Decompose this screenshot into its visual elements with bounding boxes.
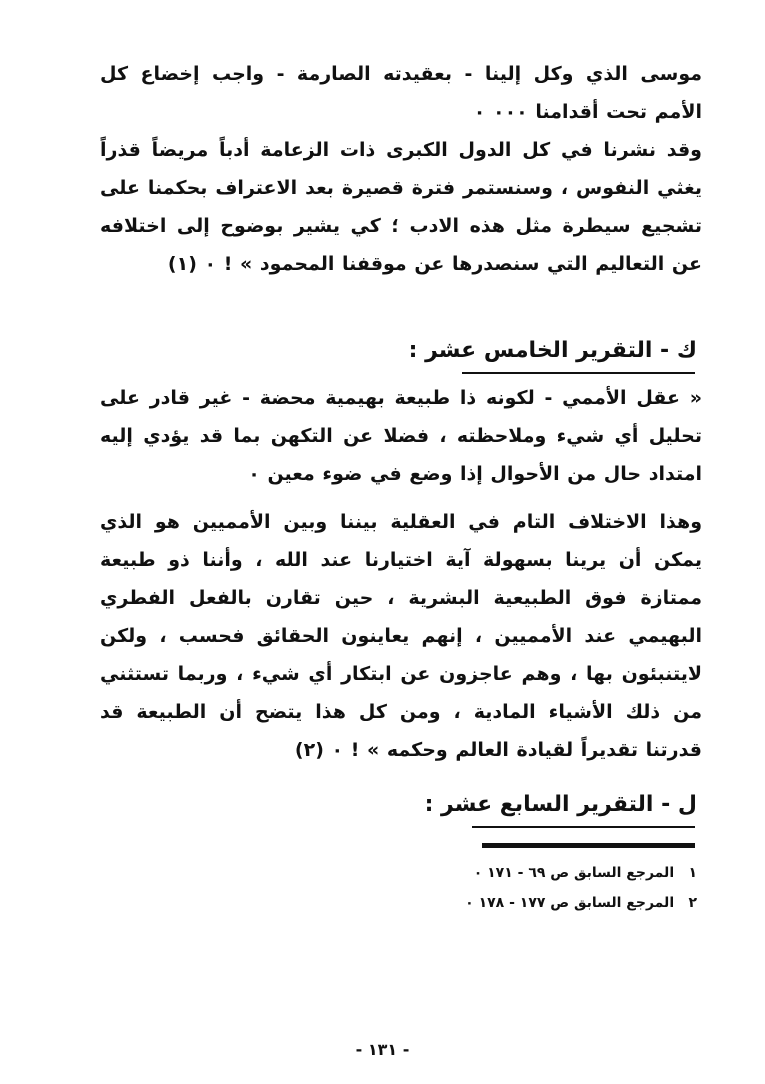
footnote-number: ١ [688, 865, 697, 881]
section-heading-seventeenth-report: ل - التقرير السابع عشر : [424, 792, 697, 817]
heading-underline [462, 372, 695, 374]
heading-underline [472, 826, 695, 828]
paragraph-quote-gentile-mind: « عقل الأممي - لكونه ذا طبيعة بهيمية محضة - غير قادر على تحليل أي شيء وملاحظته ، فضلا عن التكهن بما قد يؤدي إليه امتداد حال من الأحوال إذا وضع في ضوء معين ٠ [100, 387, 702, 485]
page-number: - ١٣١ - [355, 1040, 410, 1059]
footnote-separator [482, 843, 695, 848]
footnote-item [465, 888, 697, 918]
footnote-text: المرجع السابق ص ١٧٧ - ١٧٨ ٠ [465, 895, 675, 911]
paragraph-literature: وقد نشرنا في كل الدول الكبرى ذات الزعامة أدباً مريضاً قذراً يغثي النفوس ، وسنستمر فترة قصيرة بعد الاعتراف بحكمنا على تشجيع سيطرة مثل هذه الادب ؛ كي يشير بوضوح إلى اختلافه عن التعاليم التي سنصدرها عن موقفنا المحمود » ! ٠ (١) [100, 139, 702, 275]
paragraph-difference: وهذا الاختلاف التام في العقلية بيننا وبين الأمميين هو الذي يمكن أن يرينا بسهولة آية اختيارنا عند الله ، وأننا ذو طبيعة ممتازة فوق الطبيعية البشرية ، حين تقارن بالفعل الفطري البهيمي عند الأمميين ، إنهم يعاينون الحقائق فحسب ، ولكن لايتنبئون بها ، وهم عاجزون عن ابتكار أي شيء ، وربما تستثني من ذلك الأشياء المادية ، ومن كل هذا يتضح أن الطبيعة قد قدرتنا تقديراً لقيادة العالم وحكمه » ! ٠ (٢) [100, 511, 702, 761]
footnotes-list [465, 858, 697, 918]
footnote-item [465, 858, 697, 888]
section-heading-fifteenth-report: ك - التقرير الخامس عشر : [408, 338, 697, 363]
footnote-text: المرجع السابق ص ٦٩ - ١٧١ ٠ [473, 865, 675, 881]
paragraph-continuation: موسى الذي وكل إلينا - بعقيدته الصارمة - واجب إخضاع كل الأمم تحت أقدامنا ٠٠٠ ٠ [100, 63, 702, 123]
footnote-number: ٢ [688, 895, 697, 911]
